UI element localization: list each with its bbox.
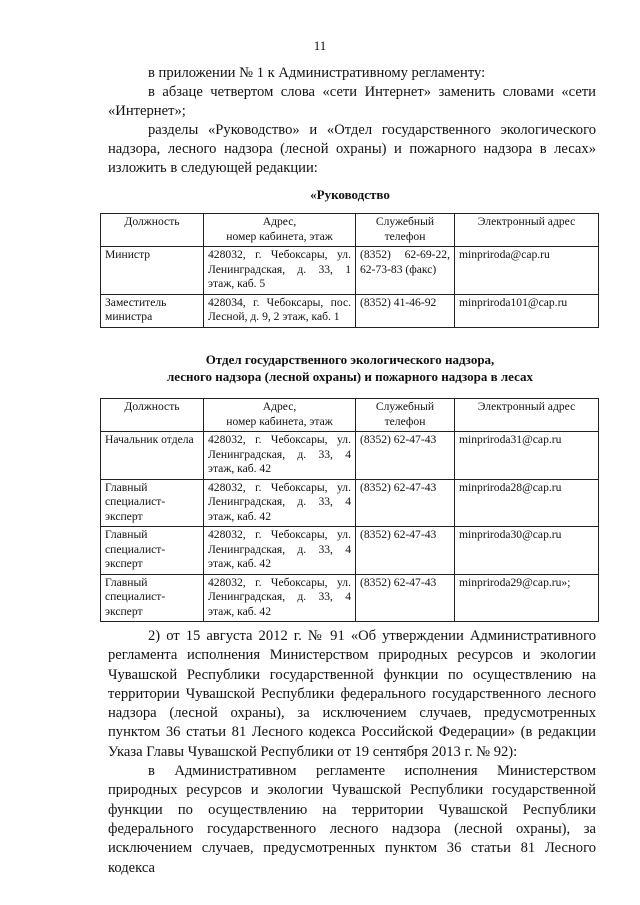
cell-phone: (8352) 62-47-43	[356, 527, 455, 575]
intro-line-3: разделы «Руководство» и «Отдел государственного экологического надзора, лесного надзора (лесной охраны) и пожарного надзора в лесах» изложить в следующей редакции:	[108, 122, 596, 176]
column-header-email: Электронный адрес	[455, 399, 599, 432]
table-header-row	[101, 399, 599, 432]
cell-email: minpriroda29@cap.ru»;	[455, 574, 599, 622]
closing-text	[108, 627, 596, 878]
cell-email: minpriroda28@cap.ru	[455, 479, 599, 527]
cell-phone: (8352) 62-69-22, 62-73-83 (факс)	[356, 247, 455, 295]
cell-email: minpriroda31@cap.ru	[455, 432, 599, 480]
cell-phone: (8352) 62-47-43	[356, 574, 455, 622]
management-table	[100, 213, 599, 328]
cell-address: 428032, г. Чебоксары, ул. Ленинградская, д. 33, 4 этаж, каб. 42	[204, 527, 356, 575]
closing-paragraph-1: 2) от 15 августа 2012 г. № 91 «Об утверждении Административного регламента исполнения Министерством природных ресурсов и экологии Чувашской Республики государственной функции по осуществлению на территории Чувашской Республики федерального государственного лесного надзора (лесной охраны), за исключением случаев, предусмотренных пунктом 36 статьи 81 Лесного кодекса Российской Федерации» (в редакции Указа Главы Чувашской Республики от 19 сентября 2013 г. № 92):	[108, 628, 596, 760]
cell-position: Главный специалист-эксперт	[101, 574, 204, 622]
column-header-email: Электронный адрес	[455, 214, 599, 247]
cell-phone: (8352) 62-47-43	[356, 432, 455, 480]
closing-paragraph-2: в Административном регламенте исполнения Министерством природных ресурсов и экологии Чувашской Республики государственной функции по осуществлению на территории Чувашской Республики федерального государственного лесного надзора (лесной охраны), за исключением случаев, предусмотренных пунктом 36 статьи 81 Лесного кодекса	[108, 763, 596, 876]
cell-position: Начальник отдела	[101, 432, 204, 480]
department-table	[100, 398, 599, 622]
table-row	[101, 479, 599, 527]
cell-phone: (8352) 62-47-43	[356, 479, 455, 527]
column-header-phone: Служебный телефон	[356, 214, 455, 247]
table-row	[101, 432, 599, 480]
page-number: 11	[313, 38, 327, 53]
table-row	[101, 247, 599, 295]
cell-email: minpriroda@cap.ru	[455, 247, 599, 295]
cell-email: minpriroda101@cap.ru	[455, 294, 599, 327]
cell-position: Главный специалист-эксперт	[101, 479, 204, 527]
intro-line-1: в приложении № 1 к Административному регламенту:	[148, 65, 486, 81]
cell-email: minpriroda30@cap.ru	[455, 527, 599, 575]
section-title-department: Отдел государственного экологического надзора, лесного надзора (лесной охраны) и пожарного надзора в лесах	[167, 352, 533, 384]
cell-position: Заместитель министра	[101, 294, 204, 327]
column-header-address: Адрес, номер кабинета, этаж	[204, 399, 356, 432]
cell-address: 428032, г. Чебоксары, ул. Ленинградская, д. 33, 1 этаж, каб. 5	[204, 247, 356, 295]
table-row	[101, 294, 599, 327]
cell-position: Министр	[101, 247, 204, 295]
cell-position: Главный специалист-эксперт	[101, 527, 204, 575]
section-title-management: «Руководство	[310, 187, 390, 202]
intro-line-2: в абзаце четвертом слова «сети Интернет» заменить словами «сети «Интернет»;	[108, 84, 596, 119]
table-row	[101, 574, 599, 622]
cell-address: 428032, г. Чебоксары, ул. Ленинградская, д. 33, 4 этаж, каб. 42	[204, 479, 356, 527]
column-header-position: Должность	[101, 214, 204, 247]
table-row	[101, 527, 599, 575]
cell-address: 428032, г. Чебоксары, ул. Ленинградская, д. 33, 4 этаж, каб. 42	[204, 574, 356, 622]
cell-address: 428032, г. Чебоксары, ул. Ленинградская, д. 33, 4 этаж, каб. 42	[204, 432, 356, 480]
column-header-position: Должность	[101, 399, 204, 432]
cell-address: 428034, г. Чебоксары, пос. Лесной, д. 9, 2 этаж, каб. 1	[204, 294, 356, 327]
column-header-phone: Служебный телефон	[356, 399, 455, 432]
table-header-row	[101, 214, 599, 247]
column-header-address: Адрес, номер кабинета, этаж	[204, 214, 356, 247]
cell-phone: (8352) 41-46-92	[356, 294, 455, 327]
